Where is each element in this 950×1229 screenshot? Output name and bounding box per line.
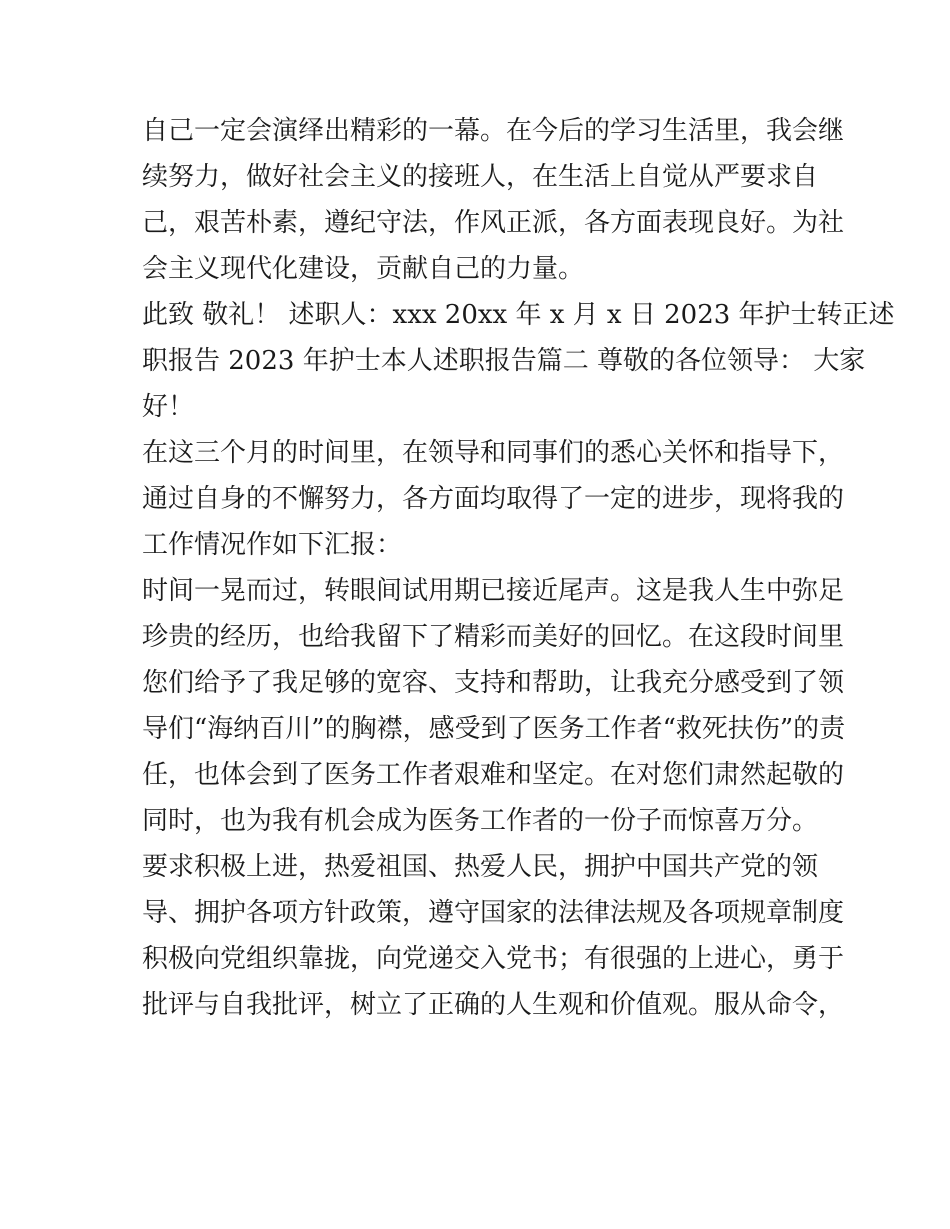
text-line: 任，也体会到了医务工作者艰难和坚定。在对您们肃然起敬的 bbox=[142, 760, 845, 790]
text-line: 此致 敬礼！ 述职人：xxx 20xx 年 x 月 x 日 2023 年护士转正述 bbox=[142, 300, 895, 330]
document-body bbox=[142, 108, 895, 1028]
text-line: 工作情况作如下汇报： bbox=[142, 530, 403, 560]
text-line: 在这三个月的时间里，在领导和同事们的悉心关怀和指导下， bbox=[142, 438, 845, 468]
text-line: 自己一定会演绎出精彩的一幕。在今后的学习生活里，我会继 bbox=[142, 116, 845, 146]
text-line: 好！ bbox=[142, 392, 195, 422]
text-line: 同时，也为我有机会成为医务工作者的一份子而惊喜万分。 bbox=[142, 806, 819, 836]
text-line: 批评与自我批评，树立了正确的人生观和价值观。服从命令， bbox=[142, 990, 845, 1020]
text-line: 要求积极上进，热爱祖国、热爱人民，拥护中国共产党的领 bbox=[142, 852, 819, 882]
text-line: 您们给予了我足够的宽容、支持和帮助，让我充分感受到了领 bbox=[142, 668, 845, 698]
text-line: 导们“海纳百川”的胸襟，感受到了医务工作者“救死扶伤”的责 bbox=[142, 714, 846, 744]
text-line: 珍贵的经历，也给我留下了精彩而美好的回忆。在这段时间里 bbox=[142, 622, 845, 652]
text-line: 己，艰苦朴素，遵纪守法，作风正派，各方面表现良好。为社 bbox=[142, 208, 845, 238]
text-line: 时间一晃而过，转眼间试用期已接近尾声。这是我人生中弥足 bbox=[142, 576, 845, 606]
text-line: 积极向党组织靠拢，向党递交入党书；有很强的上进心，勇于 bbox=[142, 944, 845, 974]
text-line: 导、拥护各项方针政策，遵守国家的法律法规及各项规章制度 bbox=[142, 898, 845, 928]
text-line: 通过自身的不懈努力，各方面均取得了一定的进步，现将我的 bbox=[142, 484, 845, 514]
text-line: 续努力，做好社会主义的接班人，在生活上自觉从严要求自 bbox=[142, 162, 819, 192]
text-line: 会主义现代化建设，贡献自己的力量。 bbox=[142, 254, 585, 284]
text-line: 职报告 2023 年护士本人述职报告篇二 尊敬的各位领导： 大家 bbox=[142, 346, 866, 376]
